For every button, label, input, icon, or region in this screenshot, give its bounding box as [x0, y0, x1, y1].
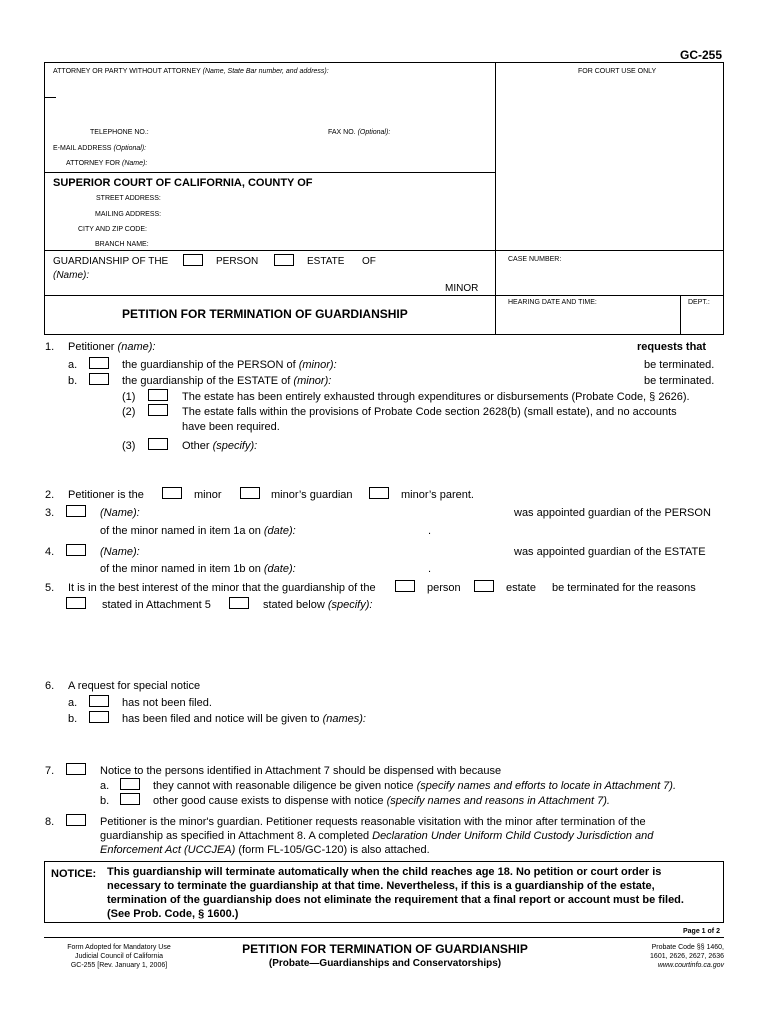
of-label: OF — [362, 256, 376, 267]
item-3-checkbox[interactable] — [66, 505, 86, 517]
item-5-below: stated below (specify): — [263, 599, 373, 611]
item-4-dot: . — [428, 563, 432, 575]
item-7a-letter: a. — [100, 780, 110, 792]
item-1b2-text2: have been required. — [182, 421, 280, 433]
item-1b2-text: The estate falls within the provisions of Probate Code section 2628(b) (small estate), and no accounts — [182, 406, 677, 418]
item-1b3-checkbox[interactable] — [148, 438, 168, 450]
attorney-for-label: ATTORNEY FOR (Name): — [66, 160, 148, 167]
item-5-number: 5. — [45, 582, 55, 594]
requests-that: requests that — [637, 341, 707, 353]
footer-title: PETITION FOR TERMINATION OF GUARDIANSHIP — [242, 942, 528, 956]
item-1b3-text: Other (specify): — [182, 440, 258, 452]
form-adopted: Form Adopted for Mandatory Use Judicial Council of California GC-255 [Rev. January 1, 2006] — [67, 944, 171, 969]
item-1b1-text: The estate has been entirely exhausted through expenditures or disbursements (Probate Code, § 2626). — [182, 391, 690, 403]
footer-subtitle: (Probate—Guardianships and Conservatorships) — [268, 958, 502, 969]
item-8-line1: Petitioner is the minor's guardian. Petitioner requests reasonable visitation with the minor after termination of the — [100, 816, 646, 828]
item-1a-text: the guardianship of the PERSON of (minor): — [122, 359, 337, 371]
item-2-parent-checkbox[interactable] — [369, 487, 389, 499]
item-8-number: 8. — [45, 816, 55, 828]
petition-title: PETITION FOR TERMINATION OF GUARDIANSHIP — [122, 307, 408, 321]
fax-label: FAX NO. (Optional): — [328, 129, 391, 136]
item-6a-text: has not been filed. — [122, 697, 212, 709]
item-4-date: of the minor named in item 1b on (date): — [100, 563, 296, 575]
item-2-minor: minor — [194, 489, 222, 501]
item-1a-letter: a. — [68, 359, 78, 371]
item-1b-text: the guardianship of the ESTATE of (minor): — [122, 375, 332, 387]
item-5-attachment: stated in Attachment 5 — [102, 599, 211, 611]
form-id: GC-255 — [680, 48, 723, 62]
item-5-person: person — [427, 582, 461, 594]
item-5-text: It is in the best interest of the minor that the guardianship of the — [68, 582, 376, 594]
item-8-line3: Enforcement Act (UCCJEA) (form FL-105/GC-120) is also attached. — [100, 844, 430, 856]
item-5-estate-checkbox[interactable] — [474, 580, 494, 592]
street-label: STREET ADDRESS: — [96, 195, 161, 202]
item-4-checkbox[interactable] — [66, 544, 86, 556]
notice-line3: termination of the guardianship does not eliminate the requirement that a final report or account must be filed. — [107, 894, 684, 906]
mailing-label: MAILING ADDRESS: — [95, 211, 162, 218]
probate-codes: Probate Code §§ 1460, 1601, 2626, 2627, 2636 www.courtinfo.ca.gov — [650, 944, 724, 969]
item-6a-checkbox[interactable] — [89, 695, 109, 707]
item-4-name: (Name): — [100, 546, 140, 558]
item-7b-text: other good cause exists to dispense with notice (specify names and reasons in Attachment 7). — [153, 795, 610, 807]
attorney-label: ATTORNEY OR PARTY WITHOUT ATTORNEY (Name, State Bar number, and address): — [53, 68, 329, 75]
item-6a-letter: a. — [68, 697, 78, 709]
item-4-number: 4. — [45, 546, 55, 558]
page-number: Page 1 of 2 — [683, 928, 720, 935]
item-1a-checkbox[interactable] — [89, 357, 109, 369]
court-use-label: FOR COURT USE ONLY — [578, 68, 657, 75]
item-1b3-number: (3) — [122, 440, 136, 452]
item-2-parent: minor’s parent. — [401, 489, 474, 501]
item-5-person-checkbox[interactable] — [395, 580, 415, 592]
minor-label: MINOR — [445, 283, 479, 294]
item-6b-checkbox[interactable] — [89, 711, 109, 723]
item-7b-checkbox[interactable] — [120, 793, 140, 805]
item-3-appointed: was appointed guardian of the PERSON — [514, 507, 711, 519]
item-7-checkbox[interactable] — [66, 763, 86, 775]
guardianship-of-the: GUARDIANSHIP OF THE — [53, 256, 169, 267]
item-6b-letter: b. — [68, 713, 78, 725]
item-3-number: 3. — [45, 507, 55, 519]
item-3-name: (Name): — [100, 507, 140, 519]
case-number-label: CASE NUMBER: — [508, 256, 562, 263]
hearing-label: HEARING DATE AND TIME: — [508, 299, 597, 306]
name-label: (Name): — [53, 270, 90, 281]
item-1b1-number: (1) — [122, 391, 136, 403]
item-7b-letter: b. — [100, 795, 110, 807]
item-6-text: A request for special notice — [68, 680, 201, 692]
item-1b-letter: b. — [68, 375, 78, 387]
estate-label: ESTATE — [307, 256, 345, 267]
person-label: PERSON — [216, 256, 259, 267]
item-5-attachment-checkbox[interactable] — [66, 597, 86, 609]
item-6b-text: has been filed and notice will be given to (names): — [122, 713, 366, 725]
item-3-date: of the minor named in item 1a on (date): — [100, 525, 296, 537]
item-1-number: 1. — [45, 341, 55, 353]
item-1a-end: be terminated. — [644, 359, 715, 371]
dept-label: DEPT.: — [688, 299, 710, 306]
item-2-text: Petitioner is the — [68, 489, 144, 501]
item-1b-end: be terminated. — [644, 375, 715, 387]
notice-line2: necessary to terminate the guardianship at that time. Nevertheless, if this is a guardianship of the estate, — [107, 880, 655, 892]
person-checkbox[interactable] — [183, 254, 203, 266]
item-6-number: 6. — [45, 680, 55, 692]
item-2-guardian-checkbox[interactable] — [240, 487, 260, 499]
item-7-text: Notice to the persons identified in Attachment 7 should be dispensed with because — [100, 765, 502, 777]
notice-label: NOTICE: — [51, 868, 97, 880]
notice-line4: (See Prob. Code, § 1600.) — [107, 908, 239, 920]
court-title: SUPERIOR COURT OF CALIFORNIA, COUNTY OF — [53, 177, 313, 189]
item-1-petitioner: Petitioner (name): — [68, 341, 156, 353]
item-1b-checkbox[interactable] — [89, 373, 109, 385]
item-5-reasons: be terminated for the reasons — [552, 582, 696, 594]
item-1b1-checkbox[interactable] — [148, 389, 168, 401]
item-3-dot: . — [428, 525, 432, 537]
item-7a-text: they cannot with reasonable diligence be given notice (specify names and efforts to locate in Attachment 7). — [153, 780, 677, 792]
item-2-guardian: minor’s guardian — [271, 489, 353, 501]
branch-label: BRANCH NAME: — [95, 241, 149, 248]
notice-line1: This guardianship will terminate automatically when the child reaches age 18. No petition or court order is — [107, 866, 662, 878]
item-2-number: 2. — [45, 489, 55, 501]
email-label: E-MAIL ADDRESS (Optional): — [53, 145, 147, 152]
item-1b2-number: (2) — [122, 406, 136, 418]
item-8-line2: guardianship as specified in Attachment 8. A completed Declaration Under Uniform Child Custody Jurisdiction and — [100, 830, 654, 842]
telephone-label: TELEPHONE NO.: — [90, 129, 149, 136]
item-7a-checkbox[interactable] — [120, 778, 140, 790]
item-8-checkbox[interactable] — [66, 814, 86, 826]
item-5-below-checkbox[interactable] — [229, 597, 249, 609]
estate-checkbox[interactable] — [274, 254, 294, 266]
item-2-minor-checkbox[interactable] — [162, 487, 182, 499]
item-7-number: 7. — [45, 765, 55, 777]
item-4-appointed: was appointed guardian of the ESTATE — [514, 546, 706, 558]
item-5-estate: estate — [506, 582, 536, 594]
city-label: CITY AND ZIP CODE: — [78, 226, 147, 233]
item-1b2-checkbox[interactable] — [148, 404, 168, 416]
